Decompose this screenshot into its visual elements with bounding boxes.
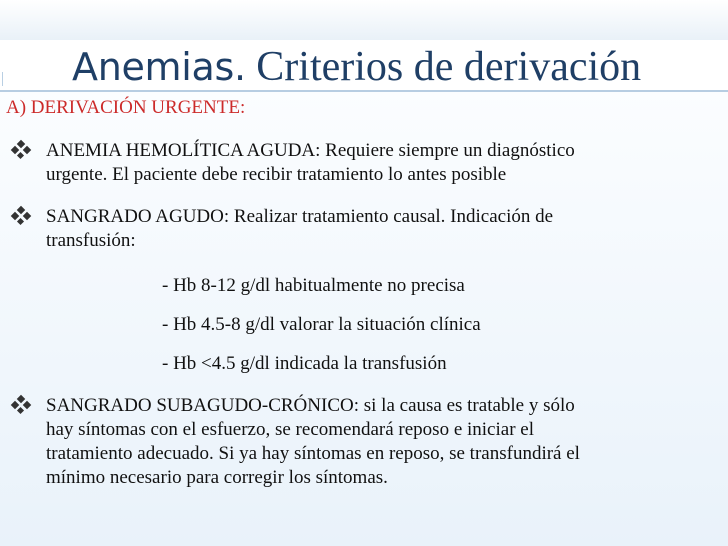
list-item-line: SANGRADO SUBAGUDO-CRÓNICO: si la causa es tratable y sólo <box>46 395 575 416</box>
title-divider <box>0 90 728 92</box>
decorative-tick <box>2 72 3 86</box>
list-item-anemia-hemolitica <box>46 139 702 187</box>
diamond-bullet-icon <box>8 204 40 228</box>
list-item-line: transfusión: <box>46 230 136 251</box>
slide-title-first-word: Anemias. <box>72 45 246 89</box>
list-item-sangrado-subagudo <box>46 394 702 490</box>
slide-title-rest: Criterios de derivación <box>245 44 642 90</box>
list-item-line: tratamiento adecuado. Si ya hay síntomas en reposo, se transfundirá el <box>46 443 580 464</box>
header-band <box>0 0 728 40</box>
sub-item-hb-4-5-8: - Hb 4.5-8 g/dl valorar la situación clínica <box>162 314 481 335</box>
diamond-bullet-icon <box>8 393 40 417</box>
sub-item-hb-under-4-5: - Hb <4.5 g/dl indicada la transfusión <box>162 353 447 374</box>
list-item-sangrado-agudo <box>46 205 702 253</box>
list-item-line: SANGRADO AGUDO: Realizar tratamiento causal. Indicación de <box>46 206 554 227</box>
sub-item-hb-8-12: - Hb 8-12 g/dl habitualmente no precisa <box>162 275 465 296</box>
list-item-line: mínimo necesario para corregir los síntomas. <box>46 467 388 488</box>
list-item-line: hay síntomas con el esfuerzo, se recomendará reposo e iniciar el <box>46 419 534 440</box>
list-item-line: urgente. El paciente debe recibir tratamiento lo antes posible <box>46 164 507 185</box>
slide-title <box>72 42 722 92</box>
section-label: A) DERIVACIÓN URGENTE: <box>6 97 246 118</box>
diamond-bullet-icon <box>8 138 40 162</box>
list-item-line: ANEMIA HEMOLÍTICA AGUDA: Requiere siempre un diagnóstico <box>46 140 575 161</box>
